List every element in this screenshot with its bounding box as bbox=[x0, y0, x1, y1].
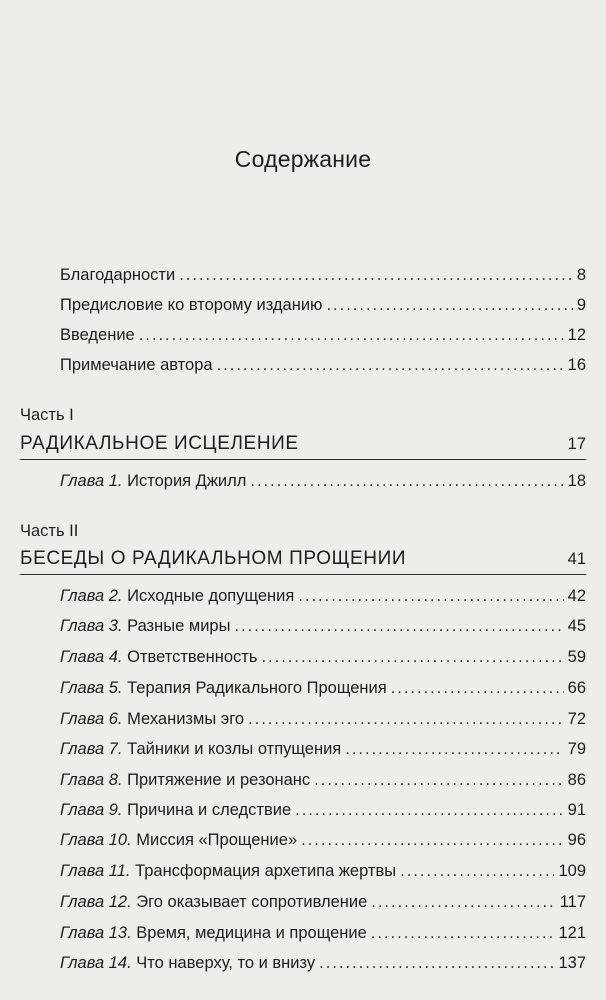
leader-dots bbox=[371, 924, 555, 943]
chapter-number: Глава 1. bbox=[60, 472, 123, 490]
chapter-number: Глава 14. bbox=[60, 954, 132, 972]
entry-page: 16 bbox=[567, 356, 586, 374]
toc-chapter-2[interactable] bbox=[60, 587, 586, 606]
leader-dots bbox=[179, 266, 573, 285]
toc-part-1[interactable] bbox=[20, 433, 586, 455]
leader-dots bbox=[250, 472, 563, 491]
leader-dots bbox=[295, 801, 564, 820]
toc-chapter-1[interactable] bbox=[60, 472, 586, 491]
chapter-title: Трансформация архетипа жертвы bbox=[135, 862, 397, 880]
entry-label: Предисловие ко второму изданию bbox=[60, 296, 323, 314]
toc-chapter-13[interactable] bbox=[60, 924, 586, 943]
chapter-page: 18 bbox=[567, 472, 586, 490]
leader-dots bbox=[400, 862, 554, 881]
entry-page: 12 bbox=[567, 326, 586, 344]
chapter-title: Исходные допущения bbox=[127, 587, 295, 605]
entry-page: 9 bbox=[576, 296, 586, 314]
chapter-number: Глава 6. bbox=[60, 710, 123, 728]
toc-entry-author-note[interactable] bbox=[60, 356, 586, 375]
toc-entry-introduction[interactable] bbox=[60, 326, 586, 345]
chapter-page: 121 bbox=[558, 924, 586, 942]
leader-dots bbox=[391, 679, 564, 698]
chapter-title: Эго оказывает сопротивление bbox=[136, 893, 368, 911]
toc-part-2[interactable] bbox=[20, 548, 586, 570]
chapter-page: 137 bbox=[558, 954, 586, 972]
chapter-page: 79 bbox=[567, 740, 586, 758]
chapter-number: Глава 5. bbox=[60, 679, 123, 697]
chapter-page: 66 bbox=[567, 679, 586, 697]
chapter-number: Глава 13. bbox=[60, 924, 132, 942]
chapter-title: Механизмы эго bbox=[127, 710, 245, 728]
chapter-page: 117 bbox=[559, 893, 586, 911]
entry-label: Введение bbox=[60, 326, 135, 344]
toc-chapter-11[interactable] bbox=[60, 862, 586, 881]
chapter-page: 91 bbox=[567, 801, 586, 819]
chapter-title: Тайники и козлы отпущения bbox=[127, 740, 342, 758]
chapter-number: Глава 12. bbox=[60, 893, 132, 911]
chapter-title: Время, медицина и прощение bbox=[136, 924, 367, 942]
chapter-number: Глава 11. bbox=[60, 862, 131, 880]
entry-label: Благодарности bbox=[60, 266, 176, 284]
chapter-number: Глава 7. bbox=[60, 740, 123, 758]
leader-dots bbox=[326, 296, 572, 315]
chapter-number: Глава 4. bbox=[60, 648, 123, 666]
toc-chapter-5[interactable] bbox=[60, 679, 586, 698]
leader-dots bbox=[248, 710, 564, 729]
part-page: 17 bbox=[567, 435, 586, 453]
part-divider bbox=[20, 459, 586, 460]
part-title: БЕСЕДЫ О РАДИКАЛЬНОМ ПРОЩЕНИИ bbox=[20, 548, 407, 569]
leader-dots bbox=[371, 893, 555, 912]
toc-chapter-9[interactable] bbox=[60, 801, 586, 820]
part-label: Часть I bbox=[20, 406, 74, 424]
part-title: РАДИКАЛЬНОЕ ИСЦЕЛЕНИЕ bbox=[20, 433, 299, 454]
entry-page: 8 bbox=[576, 266, 586, 284]
chapter-number: Глава 2. bbox=[60, 587, 123, 605]
chapter-page: 45 bbox=[567, 617, 586, 635]
chapter-page: 96 bbox=[567, 831, 586, 849]
toc-chapter-12[interactable] bbox=[60, 893, 586, 912]
chapter-title: Ответственность bbox=[127, 648, 258, 666]
toc-entry-acknowledgements[interactable] bbox=[60, 266, 586, 285]
chapter-title: Терапия Радикального Прощения bbox=[127, 679, 387, 697]
toc-entry-preface[interactable] bbox=[60, 296, 586, 315]
toc-chapter-10[interactable] bbox=[60, 831, 586, 850]
chapter-page: 86 bbox=[567, 771, 586, 789]
toc-chapter-3[interactable] bbox=[60, 617, 586, 636]
part-divider bbox=[20, 574, 586, 575]
chapter-title: Разные миры bbox=[127, 617, 231, 635]
leader-dots bbox=[314, 771, 563, 790]
toc-chapter-6[interactable] bbox=[60, 710, 586, 729]
leader-dots bbox=[217, 356, 564, 375]
chapter-number: Глава 9. bbox=[60, 801, 123, 819]
leader-dots bbox=[319, 954, 554, 973]
part-label: Часть II bbox=[20, 522, 79, 540]
chapter-number: Глава 8. bbox=[60, 771, 123, 789]
entry-label: Примечание автора bbox=[60, 356, 213, 374]
chapter-page: 109 bbox=[558, 862, 586, 880]
leader-dots bbox=[345, 740, 563, 759]
part-page: 41 bbox=[567, 550, 586, 568]
leader-dots bbox=[301, 831, 564, 850]
page-title: Содержание bbox=[234, 146, 372, 172]
chapter-page: 59 bbox=[567, 648, 586, 666]
chapter-title: Притяжение и резонанс bbox=[127, 771, 311, 789]
chapter-title: Миссия «Прощение» bbox=[136, 831, 298, 849]
toc-chapter-7[interactable] bbox=[60, 740, 586, 759]
toc-chapter-4[interactable] bbox=[60, 648, 586, 667]
chapter-page: 72 bbox=[567, 710, 586, 728]
chapter-title: Что наверху, то и внизу bbox=[136, 954, 316, 972]
toc-chapter-14[interactable] bbox=[60, 954, 586, 973]
chapter-title: История Джилл bbox=[127, 472, 247, 490]
chapter-page: 42 bbox=[567, 587, 586, 605]
chapter-number: Глава 3. bbox=[60, 617, 123, 635]
leader-dots bbox=[234, 617, 563, 636]
chapter-number: Глава 10. bbox=[60, 831, 132, 849]
toc-chapter-8[interactable] bbox=[60, 771, 586, 790]
leader-dots bbox=[139, 326, 564, 345]
leader-dots bbox=[261, 648, 563, 667]
chapter-title: Причина и следствие bbox=[127, 801, 292, 819]
leader-dots bbox=[298, 587, 563, 606]
